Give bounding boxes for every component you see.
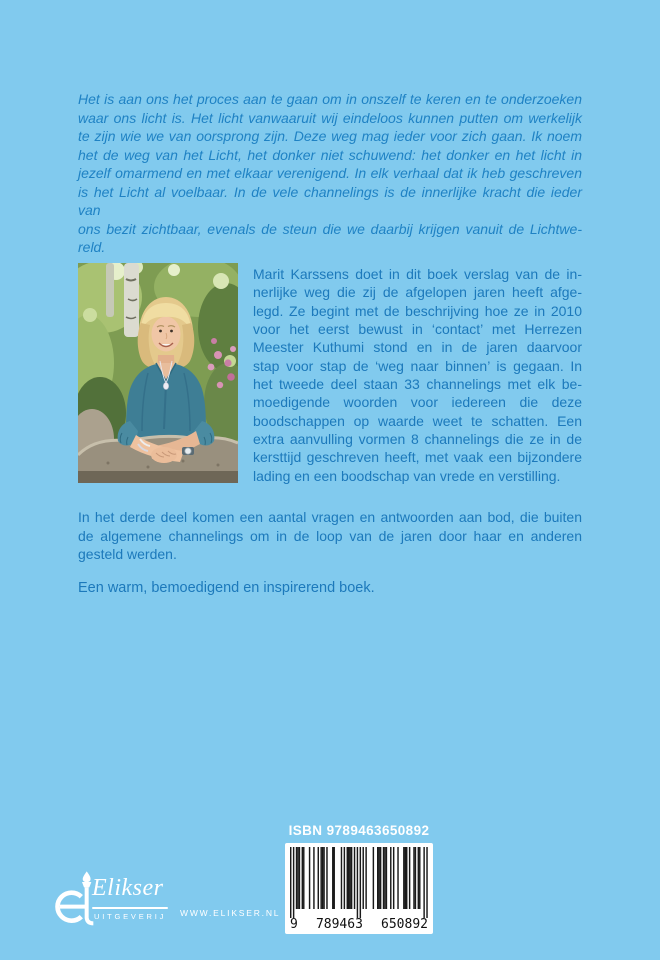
text-line: kersttijd geschreven heeft, met vaak een bijzondere <box>253 449 582 466</box>
intro-quote <box>78 90 582 257</box>
text-line: ons bezit zichtbaar, evenals de steun die we daarbij krijgen vanuit de Lichtwe- <box>78 220 582 237</box>
text-line: reld. <box>78 239 106 255</box>
publisher-underline <box>92 907 168 909</box>
text-line: Meester Kuthumi stond en in de jaren daarvoor <box>253 339 582 356</box>
text-line: Het is aan ons het proces aan te gaan om in onszelf te keren en te onderzoeken <box>78 91 582 107</box>
text-line: voor het eerst bewust in ‘contact’ met Herrezen <box>253 321 582 338</box>
publisher-name: Elikser <box>92 875 164 901</box>
text-line: moedigende woorden voor iedereen die deze <box>253 394 582 411</box>
text-line: gesteld werden. <box>78 546 177 563</box>
third-paragraph <box>78 508 582 564</box>
publisher-website: WWW.ELIKSER.NL <box>180 908 281 918</box>
text-line: het de weg van het Licht, het donker niet schuwend: het donker en het licht in <box>78 146 582 163</box>
publisher-logo <box>52 864 312 940</box>
isbn-label: ISBN 9789463650892 <box>288 823 430 838</box>
text-line: het tweede deel staan 33 channelings met elk be- <box>253 376 582 393</box>
barcode-digit-group: 789463 <box>315 917 363 932</box>
text-line: is het Licht al voelbaar. In de vele channelings is de innerlijke kracht die ieder van <box>78 183 582 218</box>
about-author-text <box>253 263 582 485</box>
text-line: boodschappen op waarde weet te schatten. Een <box>253 412 582 429</box>
text-line: In het derde deel komen een aantal vragen en antwoorden aan bod, die buiten <box>78 509 582 525</box>
text-line: stap voor stap de ‘weg naar binnen’ is gegaan. In <box>253 357 582 374</box>
text-line: lading en een boodschap van vrede en verstilling. <box>253 467 561 484</box>
text-line: jezelf omarmend en met elkaar verenigend. In elk verhaal dat ik heb geschreven <box>78 165 582 181</box>
text-line: nerlijke weg die zij de afgelopen jaren heeft afge- <box>253 284 582 301</box>
author-photo <box>78 263 238 483</box>
text-line: de algemene channelings om in de loop van de jaren door haar en anderen <box>78 527 582 544</box>
text-line: te zijn wie we van oorsprong zijn. Deze weg mag ieder voor zich gaan. Ik noem <box>78 128 582 144</box>
barcode-digit-group: 9 <box>290 917 298 932</box>
barcode-digit-group: 650892 <box>381 917 428 932</box>
closing-line: Een warm, bemoedigend en inspirerend boek. <box>78 580 375 596</box>
text-line: waar ons licht is. Het licht vanwaaruit wij eindeloos kunnen putten om werkelijk <box>78 109 582 126</box>
text-line: legd. Ze begint met de beschrijving hoe ze in 2010 <box>253 302 582 319</box>
author-section <box>78 263 582 485</box>
publisher-type: UITGEVERIJ <box>94 912 167 921</box>
text-line: Marit Karssens doet in dit boek verslag van de in- <box>253 266 582 282</box>
text-line: extra aanvulling vormen 8 channelings die ze in de <box>253 431 582 448</box>
